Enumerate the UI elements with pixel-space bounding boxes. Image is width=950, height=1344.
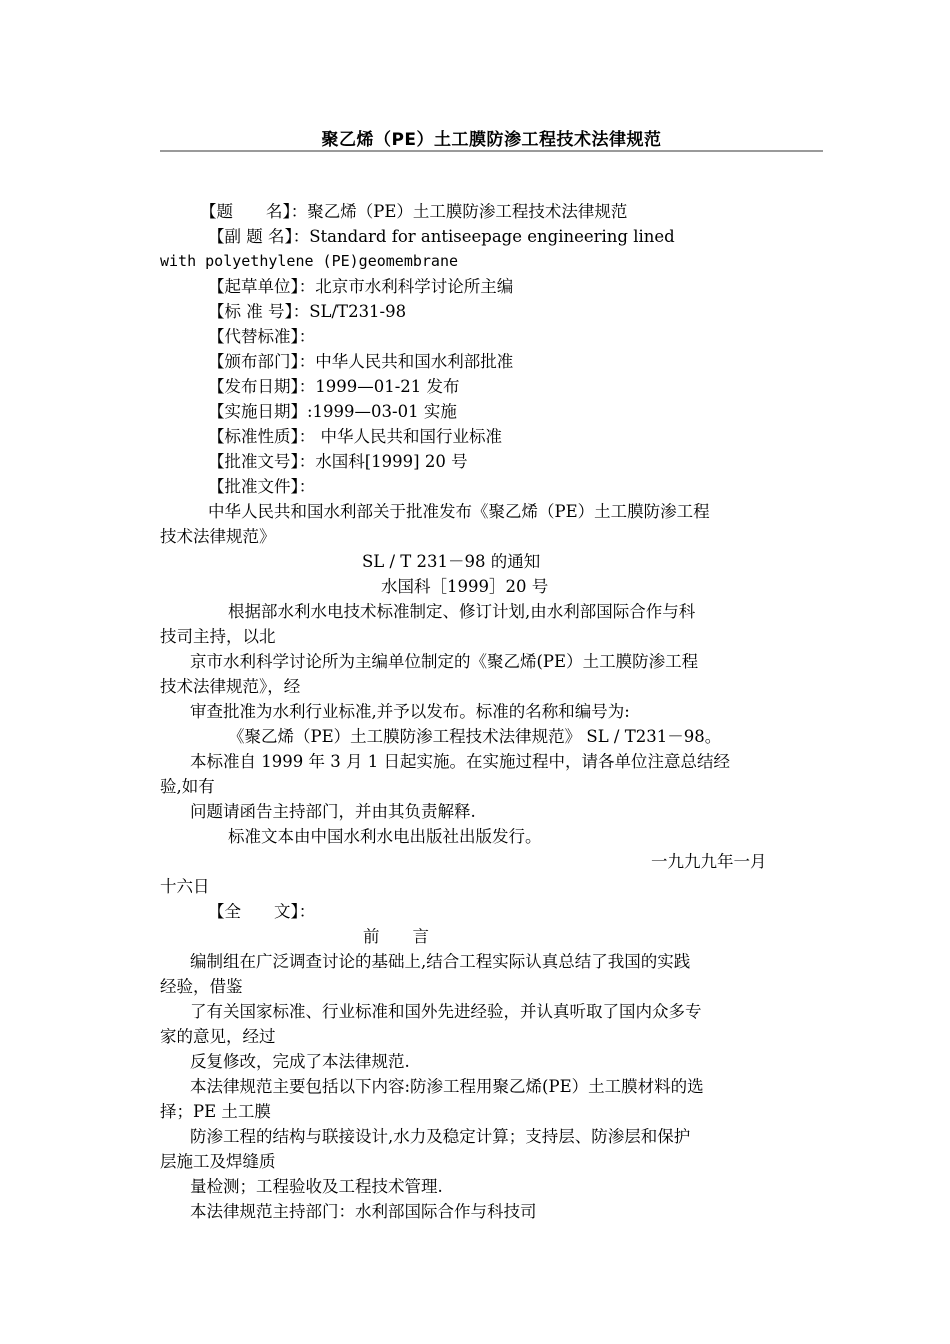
notice-heading-cont: 技术法律规范》 [160, 527, 276, 546]
body-line: 本法律规范主要包括以下内容:防渗工程用聚乙烯(PE）土工膜材料的选 [190, 1077, 704, 1096]
field-standard-number: 【标 准 号】：SL/T231-98 [208, 302, 407, 321]
body-line: 审查批准为水利行业标准,并予以发布。标准的名称和编号为: [190, 702, 630, 721]
body-line: 本法律规范主持部门：水利部国际合作与科技司 [190, 1202, 537, 1221]
body-line: 反复修改，完成了本法律规范. [190, 1052, 410, 1071]
body-line: 了有关国家标准、行业标准和国外先进经验，并认真听取了国内众多专 [190, 1002, 702, 1021]
signature-date: 一九九九年一月 [651, 852, 767, 871]
field-approval-document: 【批准文件】： [208, 477, 316, 496]
notice-heading: 中华人民共和国水利部关于批准发布《聚乙烯（PE）土工膜防渗工程 [208, 502, 710, 521]
field-replaced-standard: 【代替标准】： [208, 327, 316, 346]
body-line: 择；PE 土工膜 [160, 1102, 271, 1121]
notice-number: 水国科［1999］20 号 [381, 577, 549, 596]
field-approval-number: 【批准文号】：水国科[1999] 20 号 [208, 452, 468, 471]
body-line: 验,如有 [160, 777, 215, 796]
field-full-text: 【全 文】： [208, 902, 316, 921]
body-line: 《聚乙烯（PE）土工膜防渗工程技术法律规范》 SL / T231－98。 [228, 727, 722, 746]
field-standard-nature: 【标准性质】： 中华人民共和国行业标准 [208, 427, 502, 446]
field-subtitle: 【副 题 名】：Standard for antiseepage engineering lined [208, 227, 675, 246]
signature-date-cont: 十六日 [160, 877, 210, 896]
body-line: 本标准自 1999 年 3 月 1 日起实施。在实施过程中，请各单位注意总结经 [190, 752, 730, 771]
body-line: 标准文本由中国水利水电出版社出版发行。 [228, 827, 542, 846]
document-title: 聚乙烯（PE）土工膜防渗工程技术法律规范 [321, 130, 662, 150]
body-line: 根据部水利水电技术标准制定、修订计划,由水利部国际合作与科 [228, 602, 696, 621]
body-line: 技术法律规范》，经 [160, 677, 301, 696]
body-line: 防渗工程的结构与联接设计,水力及稳定计算；支持层、防渗层和保护 [190, 1127, 691, 1146]
body-line: 编制组在广泛调查讨论的基础上,结合工程实际认真总结了我国的实践 [190, 952, 691, 971]
field-drafting-unit: 【起草单位】：北京市水利科学讨论所主编 [208, 277, 514, 296]
body-line: 京市水利科学讨论所为主编单位制定的《聚乙烯(PE）土工膜防渗工程 [190, 652, 699, 671]
field-subtitle-cont: with polyethylene (PE)geomembrane [160, 252, 459, 270]
section-heading-foreword: 前 言 [363, 927, 429, 946]
body-line: 经验，借鉴 [160, 977, 243, 996]
field-title: 【题 名】：聚乙烯（PE）土工膜防渗工程技术法律规范 [200, 202, 628, 221]
title-underline [160, 150, 823, 152]
body-line: 层施工及焊缝质 [160, 1152, 276, 1171]
body-line: 量检测；工程验收及工程技术管理. [190, 1177, 443, 1196]
body-line: 问题请函告主持部门，并由其负责解释. [190, 802, 476, 821]
body-line: 家的意见，经过 [160, 1027, 276, 1046]
body-line: 技司主持，以北 [160, 627, 276, 646]
field-publish-date: 【发布日期】：1999—01-21 发布 [208, 377, 460, 396]
field-issuing-department: 【颁布部门】：中华人民共和国水利部批准 [208, 352, 514, 371]
field-effective-date: 【实施日期】:1999—03-01 实施 [208, 402, 457, 421]
notice-subheading: SL / T 231－98 的通知 [362, 552, 541, 571]
